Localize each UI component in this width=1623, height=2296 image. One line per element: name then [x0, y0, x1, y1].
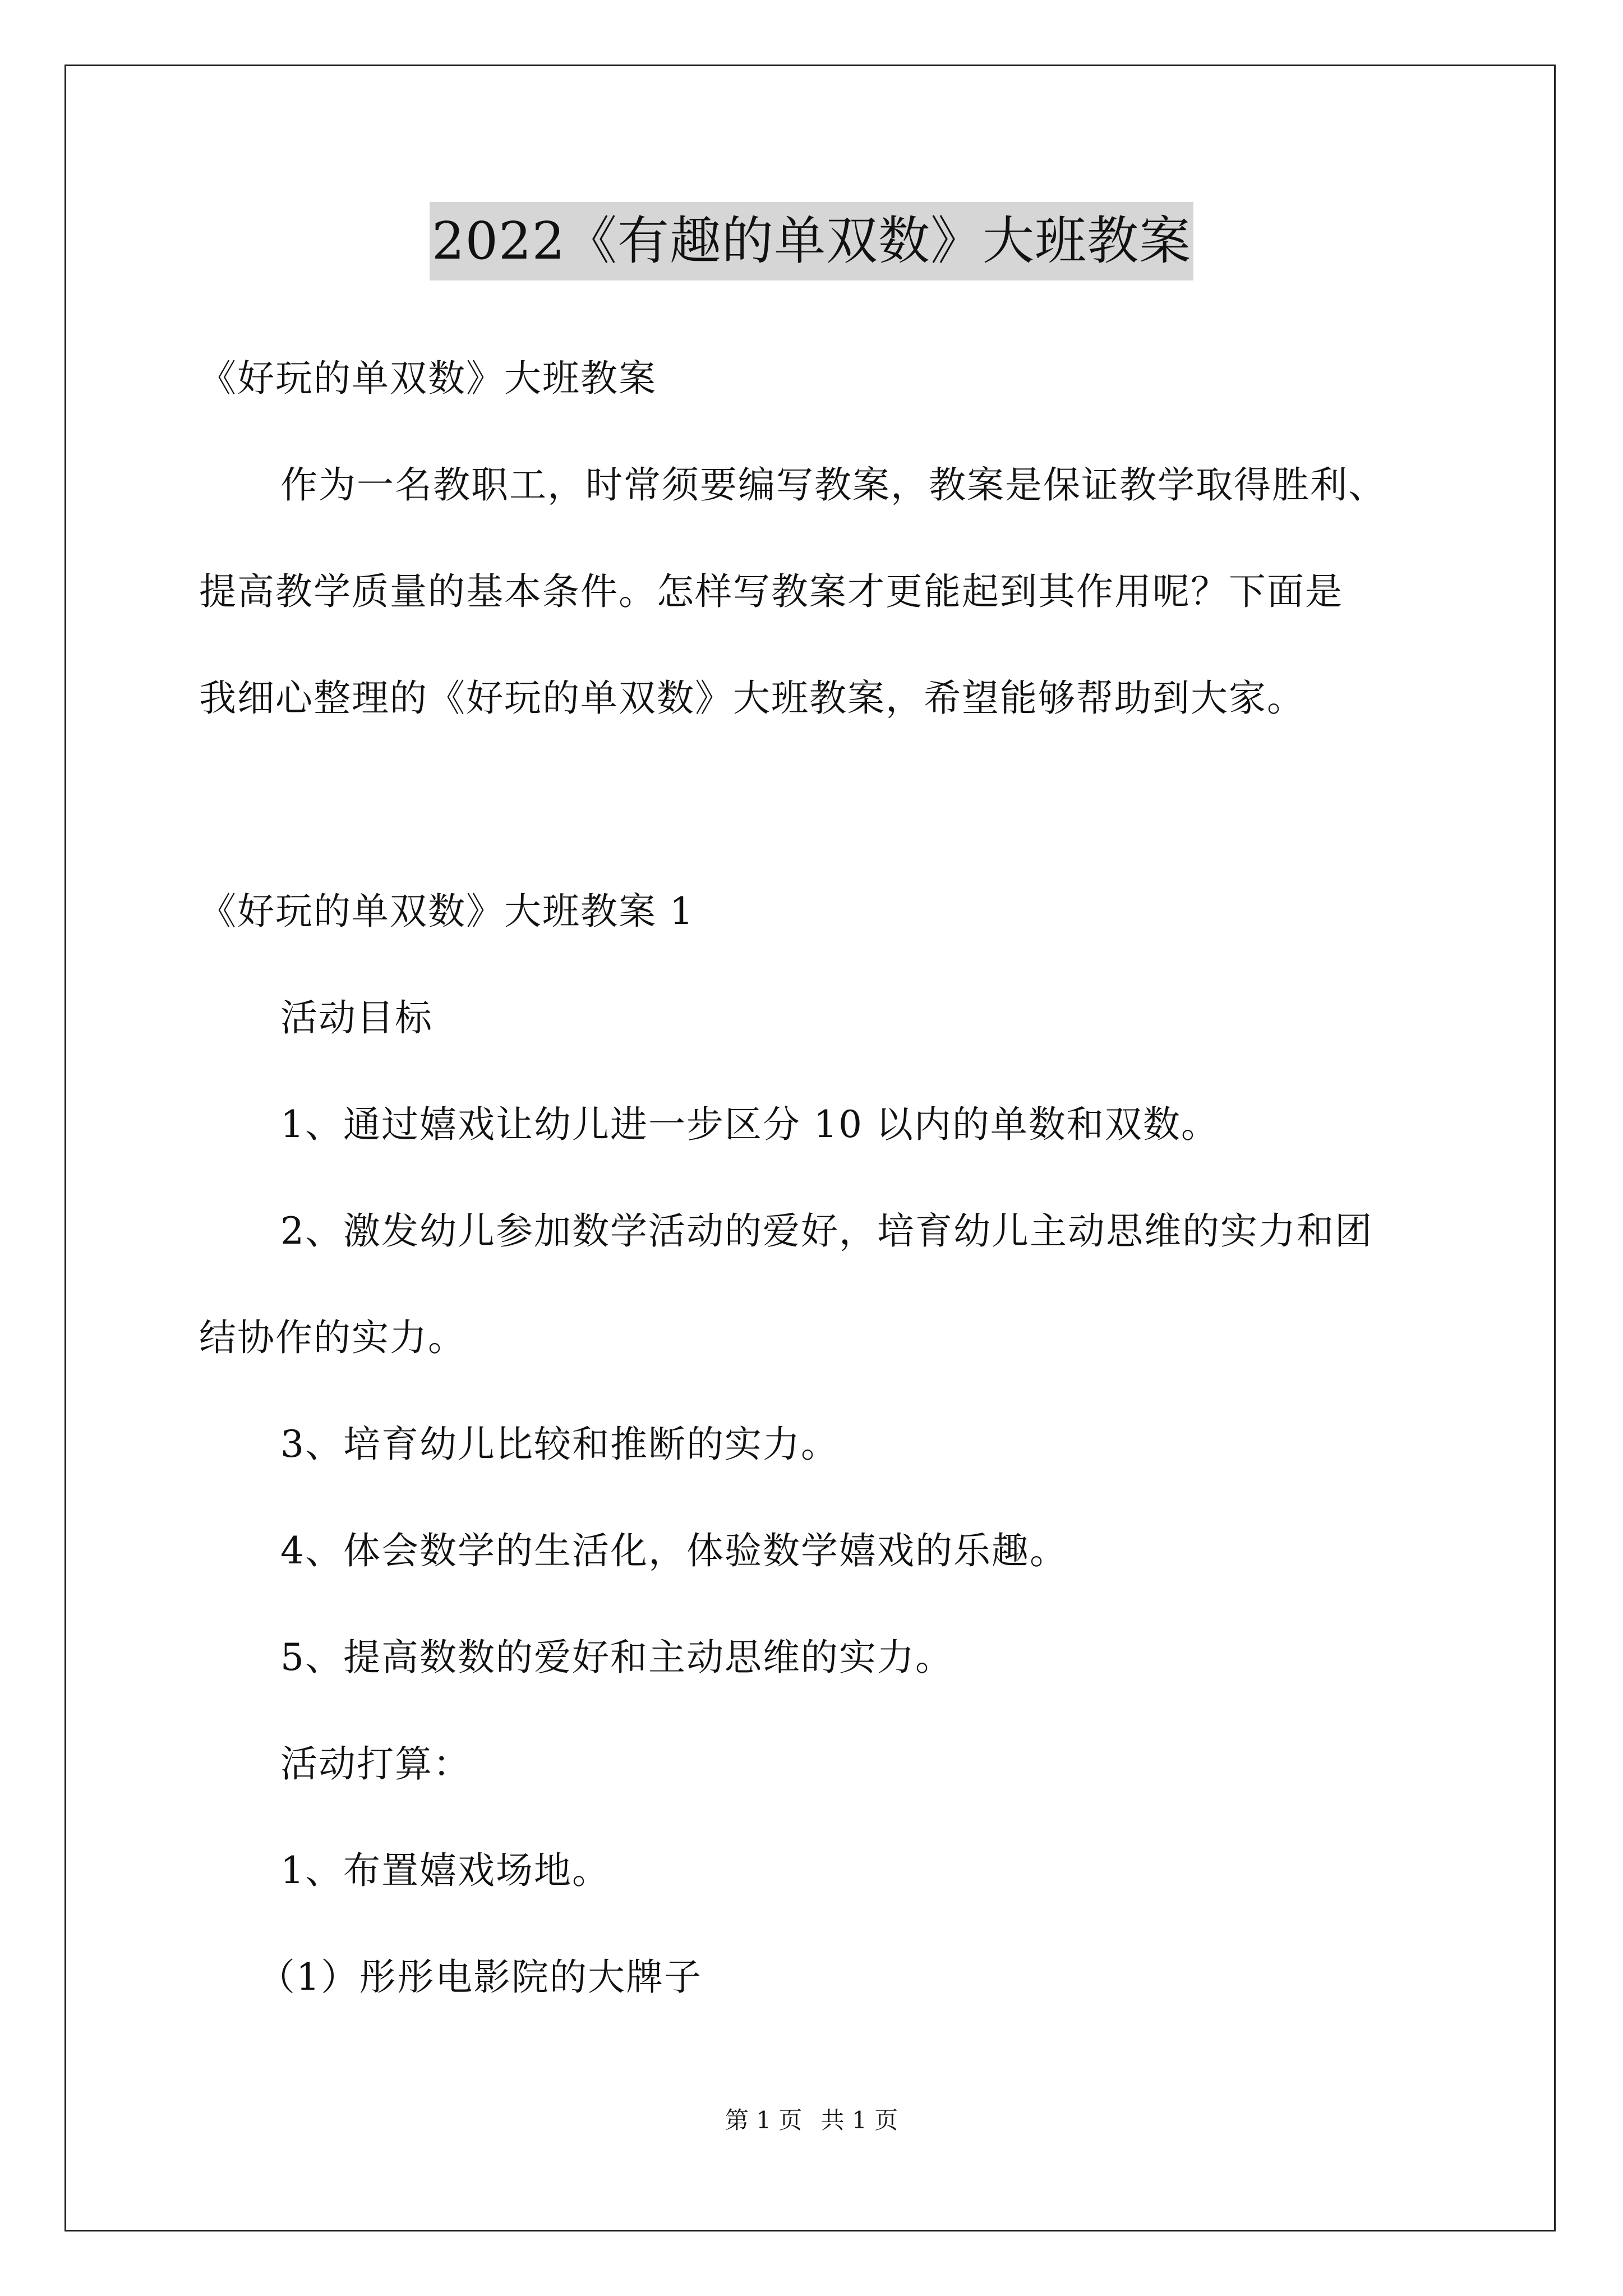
objective-3: 3、培育幼儿比较和推断的实力。 [280, 1423, 839, 1466]
preparation-heading: 活动打算： [280, 1742, 471, 1786]
objective-4: 4、体会数学的生活化，体验数学嬉戏的乐趣。 [280, 1529, 1068, 1572]
page-footer [0, 2104, 1623, 2137]
intro-line-2: 提高教学质量的基本条件。怎样写教案才更能起到其作用呢？下面是 [199, 570, 1343, 613]
objective-1: 1、通过嬉戏让幼儿进一步区分 10 以内的单数和双数。 [280, 1103, 1219, 1146]
title-container [0, 202, 1623, 280]
document-title: 2022《有趣的单双数》大班教案 [430, 202, 1193, 280]
intro-line-3: 我细心整理的《好玩的单双数》大班教案，希望能够帮助到大家。 [199, 677, 1305, 720]
intro-line-1: 作为一名教职工，时常须要编写教案，教案是保证教学取得胜利、 [280, 463, 1386, 507]
objective-2: 2、激发幼儿参加数学活动的爱好，培育幼儿主动思维的实力和团 [280, 1209, 1373, 1253]
page-total: 共 1 页 [820, 2106, 898, 2134]
objectives-heading: 活动目标 [280, 996, 433, 1039]
preparation-subitem-1: （1）彤彤电影院的大牌子 [258, 1955, 702, 1999]
section-heading: 《好玩的单双数》大班教案 1 [199, 890, 694, 933]
subtitle-line: 《好玩的单双数》大班教案 [199, 357, 657, 400]
objective-5: 5、提高数数的爱好和主动思维的实力。 [280, 1636, 953, 1679]
objective-2-continued: 结协作的实力。 [199, 1316, 466, 1359]
preparation-item-1: 1、布置嬉戏场地。 [280, 1849, 610, 1892]
page-number: 第 1 页 [725, 2106, 803, 2134]
